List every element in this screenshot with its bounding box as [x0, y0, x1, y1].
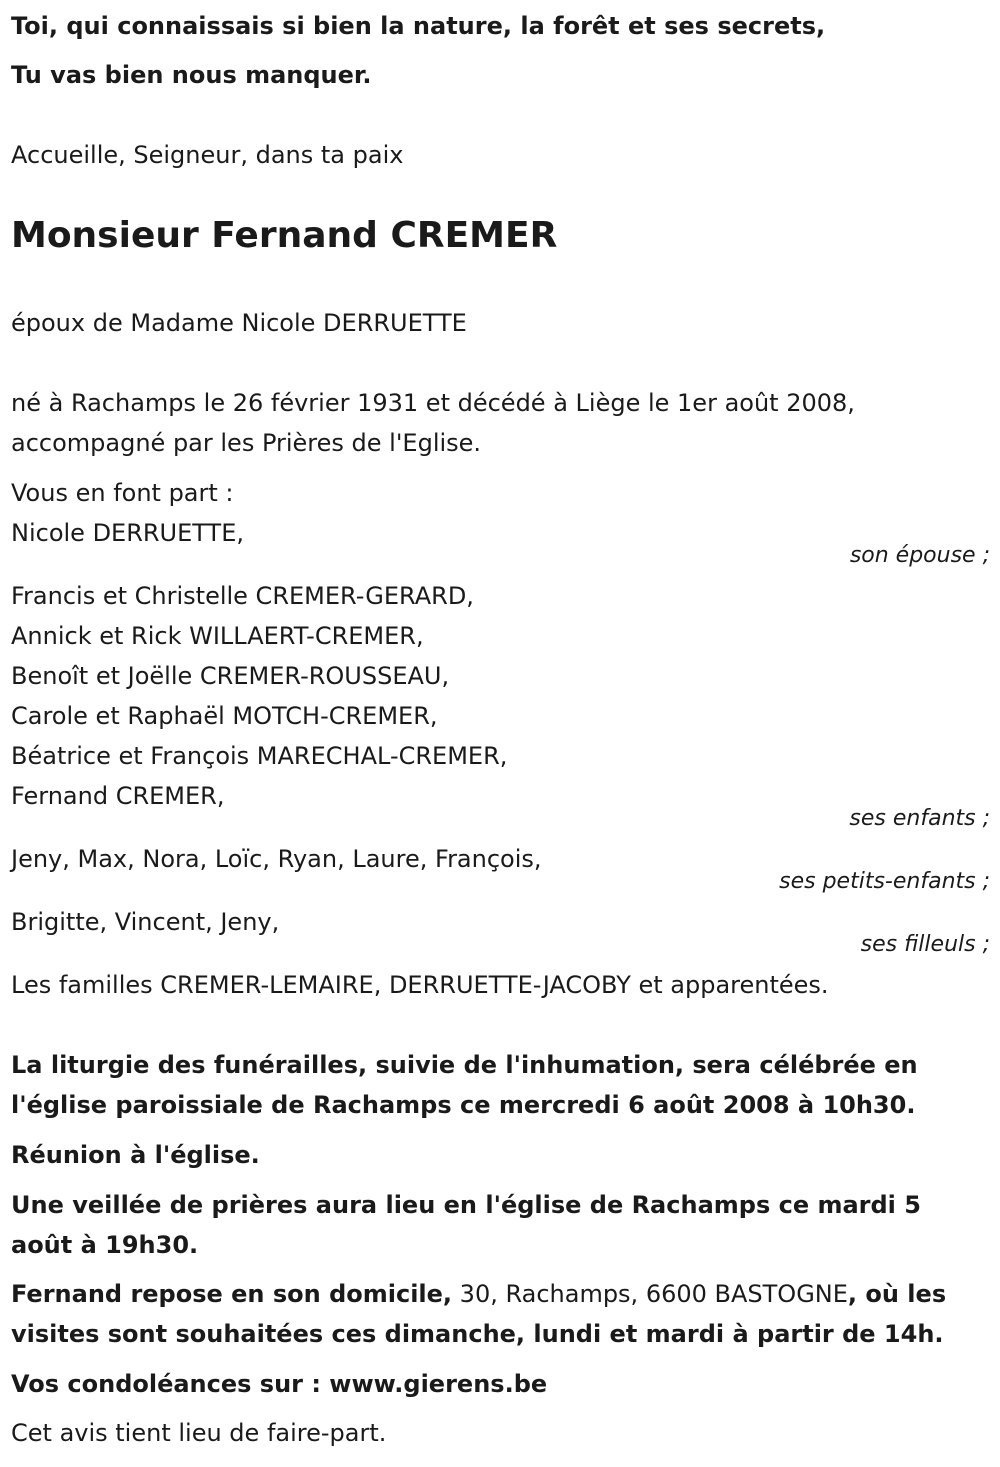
- children-role: ses enfants ;: [849, 806, 990, 831]
- grandchildren-names: Jeny, Max, Nora, Loïc, Ryan, Laure, François,: [11, 845, 542, 873]
- announce-intro: Vous en font part :: [11, 479, 234, 507]
- child-name: Béatrice et François MARECHAL-CREMER,: [11, 742, 508, 770]
- spouse-role: son épouse ;: [849, 543, 990, 568]
- vigil-line-2: août à 19h30.: [11, 1231, 199, 1259]
- closing-line: Cet avis tient lieu de faire-part.: [11, 1419, 387, 1447]
- child-name: Francis et Christelle CREMER-GERARD,: [11, 582, 474, 610]
- rest-lead: Fernand repose en son domicile,: [11, 1280, 453, 1308]
- prayer-line: Accueille, Seigneur, dans ta paix: [11, 141, 404, 169]
- meeting-line: Réunion à l'église.: [11, 1141, 260, 1169]
- rest-address: 30, Rachamps, 6600 BASTOGNE: [452, 1280, 848, 1308]
- vigil-line-1: Une veillée de prières aura lieu en l'église de Rachamps ce mardi 5: [11, 1191, 921, 1219]
- birth-death-line-1: né à Rachamps le 26 février 1931 et décédé à Liège le 1er août 2008,: [11, 389, 855, 417]
- families-line: Les familles CREMER-LEMAIRE, DERRUETTE-JACOBY et apparentées.: [11, 971, 829, 999]
- deceased-name: Monsieur Fernand CREMER: [11, 215, 558, 256]
- epigraph-line-1: Toi, qui connaissais si bien la nature, la forêt et ses secrets,: [11, 12, 826, 40]
- spouse-name: Nicole DERRUETTE,: [11, 519, 244, 547]
- spouse-line: époux de Madame Nicole DERRUETTE: [11, 309, 467, 337]
- rest-line-2: visites sont souhaitées ces dimanche, lundi et mardi à partir de 14h.: [11, 1320, 944, 1348]
- child-name: Benoît et Joëlle CREMER-ROUSSEAU,: [11, 662, 450, 690]
- epigraph-line-2: Tu vas bien nous manquer.: [11, 61, 372, 89]
- condolences-link[interactable]: Vos condoléances sur : www.gierens.be: [11, 1370, 548, 1398]
- birth-death-line-2: accompagné par les Prières de l'Eglise.: [11, 429, 482, 457]
- rest-line-1: [11, 1282, 946, 1306]
- funeral-line-1: La liturgie des funérailles, suivie de l'inhumation, sera célébrée en: [11, 1051, 918, 1079]
- funeral-line-2: l'église paroissiale de Rachamps ce mercredi 6 août 2008 à 10h30.: [11, 1091, 916, 1119]
- child-name: Fernand CREMER,: [11, 782, 225, 810]
- child-name: Carole et Raphaël MOTCH-CREMER,: [11, 702, 438, 730]
- rest-tail: , où les: [847, 1280, 947, 1308]
- grandchildren-role: ses petits-enfants ;: [779, 869, 990, 894]
- godchildren-names: Brigitte, Vincent, Jeny,: [11, 908, 280, 936]
- child-name: Annick et Rick WILLAERT-CREMER,: [11, 622, 424, 650]
- godchildren-role: ses filleuls ;: [860, 932, 990, 957]
